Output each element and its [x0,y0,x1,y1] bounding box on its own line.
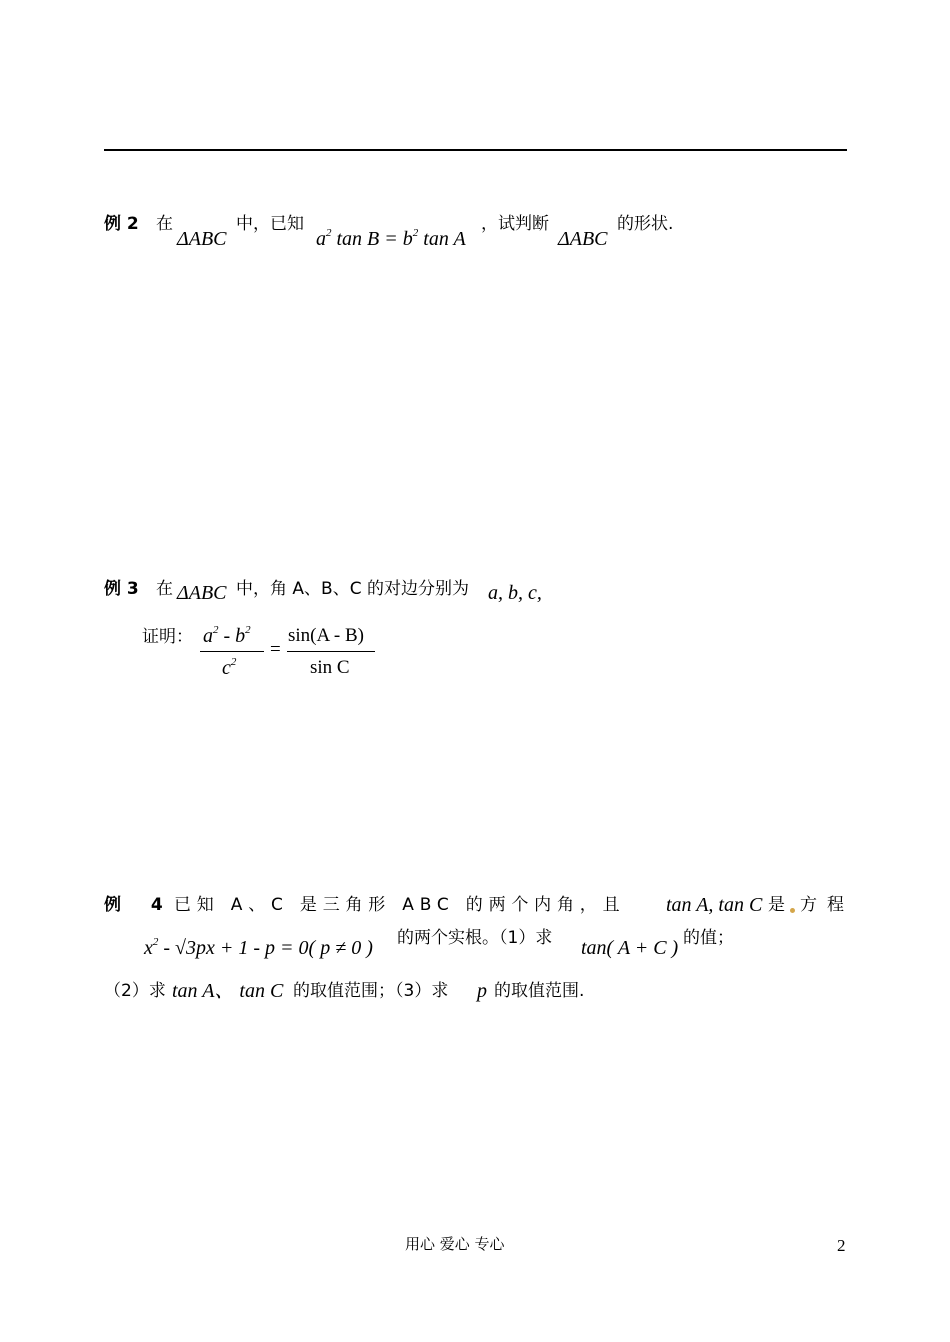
ex3-right-numerator: sin(A - B) [288,625,364,646]
ex3-sides: a, b, c, [488,582,542,604]
ex3-equals: = [270,639,281,660]
ex4-line1-text: 已知 A、C 是三角形 ABC 的两个内角，且 [174,895,626,915]
ex3-right-fraction-bar [287,651,375,652]
footer-motto: 用心 爱心 专心 [405,1235,505,1253]
ex4-line3-part-3: 的取值范围. [494,981,585,1001]
example-2-label: 例 2 [104,214,139,234]
example-3-label: 例 3 [104,579,139,599]
ex3-left-denominator: $c^2$ [222,656,237,679]
page-number: 2 [837,1236,846,1255]
header-rule [104,149,847,151]
ex3-text-1: 在 [156,579,173,599]
ex3-left-numerator: $a^2 - b^2$ [203,624,251,647]
ex2-equation: $a^2$ $\tan B = b^2$ tan A [316,227,466,250]
ex2-triangle-1: ΔABC [177,228,227,250]
ex3-proof-label: 证明： [142,627,193,647]
ex4-line1-tail-2: 方程 [800,895,854,915]
ex4-tan-roots: tan A, tan C [666,894,763,916]
ex4-p: p [477,980,487,1002]
ex4-quadratic-equation: $x^2 - √3px + 1 - p = 0$( p ≠ 0 ) [144,936,373,959]
ex3-triangle: ΔABC [177,582,227,604]
ex4-tan-sum: tan( A + C ) [581,937,679,959]
ex2-text-2: 中，已知 [236,214,304,234]
ex3-right-denominator: sin C [310,657,350,678]
ex4-line1-tail-1: 是 [768,895,785,915]
ex4-line3-part-1: （2）求 [104,981,166,1001]
ex4-line2-tail: 的值； [683,928,734,948]
ex3-left-fraction-bar [200,651,264,652]
ex3-text-2: 中，角 A、B、C 的对边分别为 [236,579,469,599]
example-4-label: 例 4 [104,895,175,915]
ex4-line2-text: 的两个实根。（1）求 [397,928,553,948]
ex2-text-4: 的形状. [617,214,674,234]
ex4-line3-part-2: 的取值范围；（3）求 [293,981,449,1001]
ex2-text-1: 在 [156,214,173,234]
ex2-triangle-2: ΔABC [558,228,608,250]
ex4-tan-pair: tan A、 tan C [172,980,284,1002]
ex2-text-3: ，试判断 [481,214,549,234]
ex4-marker-dot [790,908,795,913]
